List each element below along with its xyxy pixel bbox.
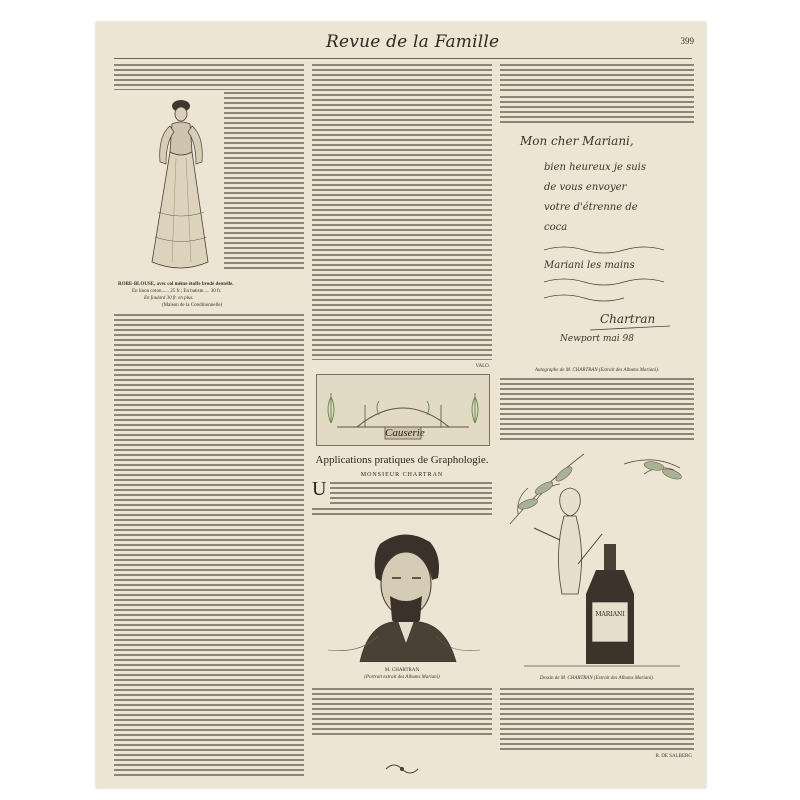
fashion-caption-line3: En foulard 30 fr. en plus.: [144, 296, 194, 301]
handwriting-line: de vous envoyer: [544, 182, 627, 193]
text-block: [500, 688, 694, 750]
lead-letter: U: [312, 478, 327, 500]
handwriting-signature: Chartran: [600, 312, 656, 326]
section-signature: VALO.: [475, 364, 490, 369]
handwriting-date: Newport mai 98: [560, 334, 634, 344]
fashion-caption-line2: En linon coton...... 25 fr.; En batiste..... 30 fr.: [132, 289, 222, 294]
right-column: [500, 64, 694, 779]
portrait-engraving: [320, 522, 488, 662]
left-column: [114, 64, 304, 779]
handwriting-scribbles: [500, 126, 694, 366]
autograph-caption: Autographe de M. CHARTRAN (Extrait des Albums Mariani).: [534, 368, 660, 373]
text-block: [114, 64, 304, 90]
mariani-wine-illustration: [504, 444, 692, 674]
subject-name: MONSIEUR CHARTRAN: [360, 472, 444, 478]
text-block: [312, 64, 492, 360]
page-number: 399: [680, 36, 694, 46]
portrait-credit: (Portrait extrait des Albums Mariani): [364, 675, 440, 680]
text-block: [500, 378, 694, 440]
magazine-page: [96, 22, 706, 788]
handwriting-line: bien heureux je suis: [544, 162, 646, 173]
header-rule: [114, 58, 692, 59]
handwriting-line: votre d'étrenne de: [544, 202, 638, 213]
fashion-caption-line1: ROBE-BLOUSE, avec col même étoffe brodé dentelle.: [118, 282, 234, 287]
closing-signature: R. DE SALBERG: [655, 754, 692, 759]
handwriting-line: coca: [544, 222, 568, 233]
article-title: Applications pratiques de Graphologie.: [315, 454, 489, 466]
text-block: [312, 508, 492, 518]
text-block: [312, 688, 492, 738]
bottle-label: MARIANI: [595, 611, 625, 618]
illustration-caption: Dessin de M. CHARTRAN (Extrait des Albums Mariani).: [539, 676, 655, 681]
fashion-credit: (Maison de la Conditionnelle): [162, 303, 223, 308]
text-block: [500, 64, 694, 94]
center-column: [312, 64, 492, 779]
masthead-title: Revue de la Famille: [326, 32, 500, 52]
fashion-dress-illustration: [136, 92, 226, 282]
causerie-title: Causerie: [385, 427, 425, 439]
text-block: [114, 314, 304, 779]
autograph-letter: [500, 126, 694, 366]
text-block: [224, 92, 304, 272]
portrait-caption: M. CHARTRAN: [384, 668, 420, 673]
text-block: [500, 96, 694, 124]
handwriting-line: Mariani les mains: [544, 260, 635, 271]
footer-ornament: [382, 762, 422, 776]
text-block: [330, 482, 492, 506]
causerie-banner: [316, 374, 490, 446]
handwriting-line: Mon cher Mariani,: [520, 134, 634, 148]
